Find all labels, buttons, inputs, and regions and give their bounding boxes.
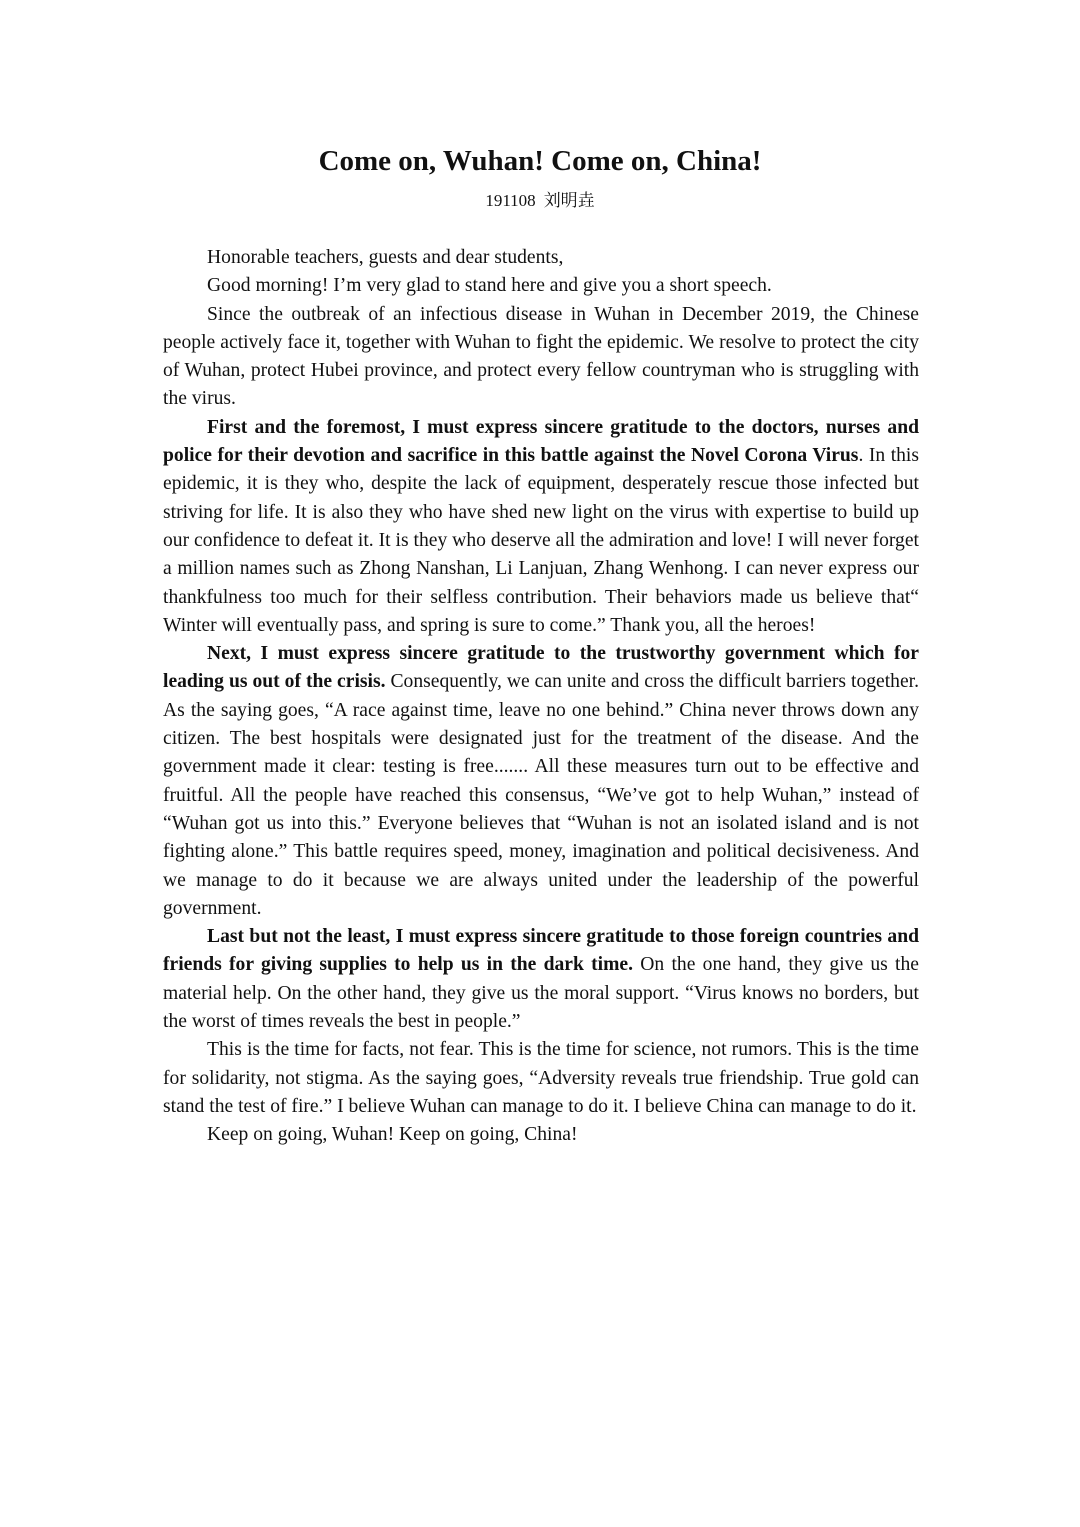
foreign-paragraph: [163, 923, 919, 1036]
doctors-paragraph: [163, 414, 919, 640]
foreign-thanks-emphasis: Last but not the least, I must express sincere gratitude to those foreign countries and friends for giving supplies to help us in the dark time.: [163, 926, 919, 976]
greeting-paragraph: Honorable teachers, guests and dear students,: [207, 247, 564, 268]
conclusion-paragraph: This is the time for facts, not fear. This is the time for science, not rumors. This is the time for solidarity, not stigma. As the saying goes, “Adversity reveals true friendship. True gold can stand the test of fire.” I believe Wuhan can manage to do it. I believe China can manage to do it.: [163, 1039, 919, 1117]
speech-body: [163, 244, 919, 1150]
speech-title: Come on, Wuhan! Come on, China!: [318, 145, 762, 177]
doctors-thanks-text: . In this epidemic, it is they who, despite the lack of equipment, desperately rescue those infected but striving for life. It is also they who have shed new light on the virus with expertise to build up our confidence to defeat it. It is they who deserve all the admiration and love! I will never forget a million names such as Zhong Nanshan, Li Lanjuan, Zhang Wenhong. I can never express our thankfulness too much for their selfless contribution. Their behaviors made us believe that“ Winter will eventually pass, and spring is sure to come.” Thank you, all the heroes!: [163, 445, 919, 636]
government-thanks-text: Consequently, we can unite and cross the difficult barriers together. As the saying goes, “A race against time, leave no one behind.” China never throws down any citizen. The best hospitals were designated just for the treatment of the disease. And the government made it clear: testing is free....... All these measures turn out to be effective and fruitful. All the people have reached this consensus, “We’ve got to help Wuhan,” instead of “Wuhan got us into this.” Everyone believes that “Wuhan is not an isolated island and is not fighting alone.” This battle requires speed, money, imagination and political decisiveness. And we manage to do it because we are always united under the leadership of the powerful government.: [163, 671, 920, 919]
author-name: 刘明垚: [543, 191, 595, 210]
closing-paragraph: Keep on going, Wuhan! Keep on going, China!: [207, 1124, 578, 1146]
foreign-thanks-text: On the one hand, they give us the material help. On the other hand, they give us the moral support. “Virus knows no borders, but the worst of times reveals the best in people.”: [163, 954, 919, 1033]
byline: [0, 188, 1080, 214]
doctors-thanks-emphasis: First and the foremost, I must express sincere gratitude to the doctors, nurses and police for their devotion and sacrifice in this battle against the Novel Corona Virus: [163, 416, 919, 467]
government-thanks-emphasis: Next, I must express sincere gratitude to the trustworthy government which for leading us out of the crisis.: [163, 643, 919, 693]
opening-paragraph: Good morning! I’m very glad to stand here and give you a short speech.: [207, 275, 772, 297]
intro-paragraph: Since the outbreak of an infectious disease in Wuhan in December 2019, the Chinese people actively face it, together with Wuhan to fight the epidemic. We resolve to protect the city of Wuhan, protect Hubei province, and protect every fellow countryman who is struggling with the virus.: [163, 303, 919, 410]
government-paragraph: [163, 640, 919, 923]
class-id: 191108: [485, 191, 536, 210]
